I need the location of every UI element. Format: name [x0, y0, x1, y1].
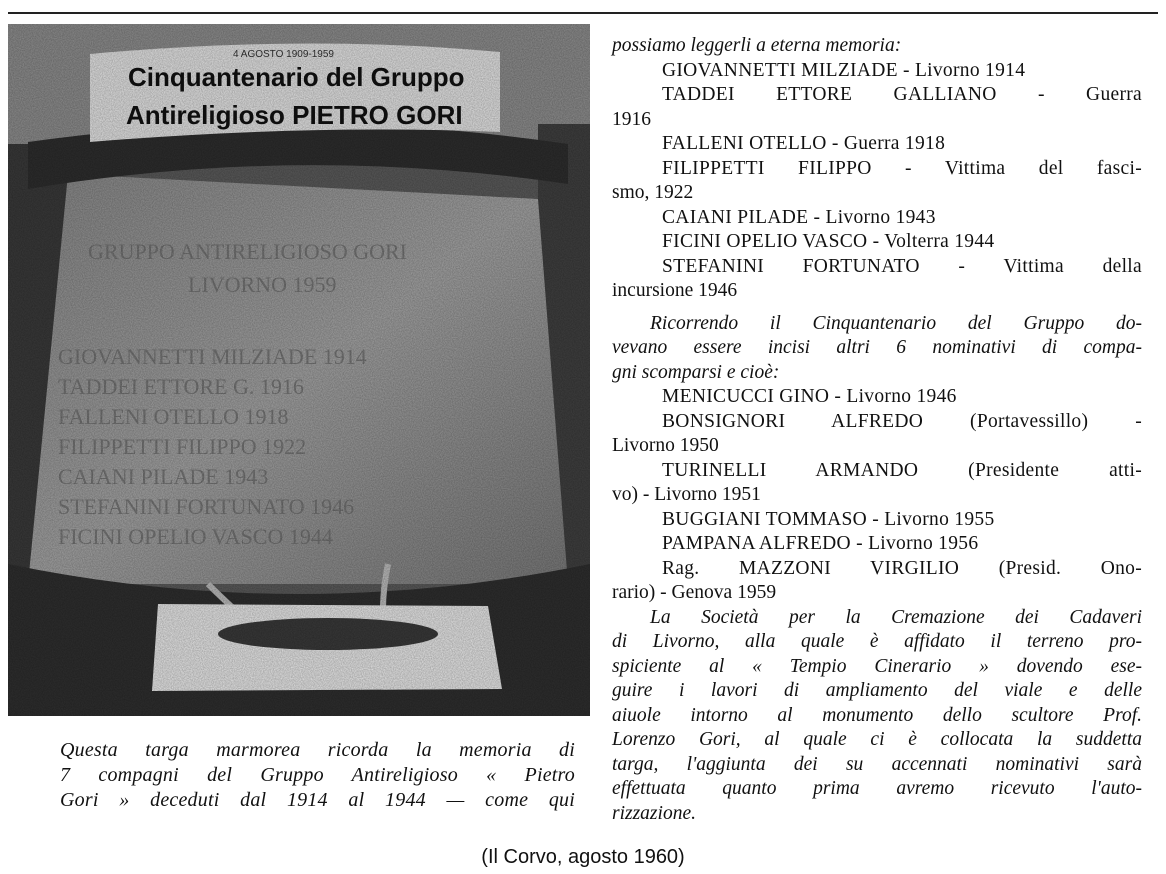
list-item: MENICUCCI GINO - Livorno 1946 [662, 386, 957, 407]
name-list-2 [612, 385, 1142, 606]
list-item: FICINI OPELIO VASCO - Volterra 1944 [662, 231, 995, 252]
list-item: BONSIGNORI ALFREDO (Portavessillo) - Livorno 1950 [612, 410, 1142, 456]
list-item: TADDEI ETTORE GALLIANO - Guerra 1916 [612, 84, 1142, 130]
paragraph-anniversary: Ricorrendo il Cinquantenario del Gruppo do- vevano essere incisi altri 6 nominativi di compa- gni scomparsi e cioè: [612, 312, 1142, 383]
list-item: PAMPANA ALFREDO - Livorno 1956 [662, 533, 979, 554]
list-item: FILIPPETTI FILIPPO - Vittima del fasci- smo, 1922 [612, 157, 1142, 203]
photo-caption [60, 738, 575, 813]
intro-line: possiamo leggerli a eterna memoria: [612, 35, 902, 56]
list-item: CAIANI PILADE - Livorno 1943 [662, 206, 936, 228]
caption-line-1: Questa targa marmorea ricorda la memoria di [60, 739, 575, 761]
list-item: TURINELLI ARMANDO (Presidente atti- vo) - Livorno 1951 [612, 459, 1142, 505]
memorial-plaque-photo [8, 24, 590, 716]
caption-line-2: 7 compagni del Gruppo Antireligioso « Pietro [60, 764, 575, 786]
caption-line-3: Gori » deceduti dal 1914 al 1944 — come qui [60, 789, 575, 811]
source-citation: (Il Corvo, agosto 1960) [481, 846, 685, 868]
list-item: Rag. MAZZONI VIRGILIO (Presid. Ono- rario) - Genova 1959 [612, 557, 1142, 603]
top-rule [8, 12, 1158, 14]
list-item: BUGGIANI TOMMASO - Livorno 1955 [662, 508, 995, 530]
list-item: STEFANINI FORTUNATO - Vittima della incursione 1946 [612, 255, 1142, 301]
list-item: FALLENI OTELLO - Guerra 1918 [662, 133, 946, 154]
list-item: GIOVANNETTI MILZIADE - Livorno 1914 [662, 59, 1026, 81]
paragraph-cremation-society: La Società per la Cremazione dei Cadaveri di Livorno, alla quale è affidato il terreno pro- spiciente al « Tempio Cinerario » dovendo ese- guire i lavori di ampliamento del viale e delle aiuole intorno al monumento dello scultore Prof. Lorenzo Gori, al quale ci è collocata la suddetta targa, l'aggiunta dei su accennati nominativi sarà effettuata quanto prima avremo ricevuto l'auto- rizzazione. [612, 606, 1142, 824]
name-list-1 [612, 59, 1142, 304]
article-column [612, 34, 1142, 826]
